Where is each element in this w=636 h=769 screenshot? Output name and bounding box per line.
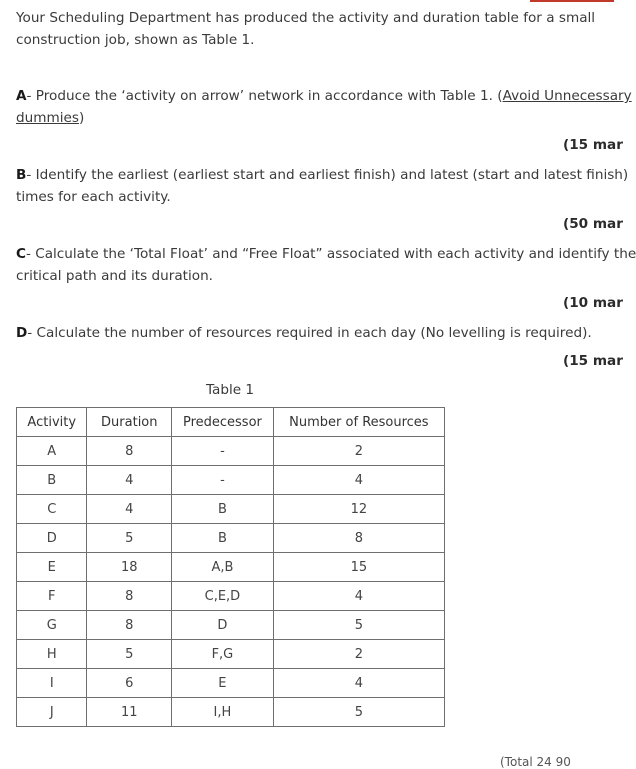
cell-duration: 18	[87, 553, 172, 582]
question-b-marks: (50 mar	[563, 216, 623, 232]
cell-resources: 8	[273, 524, 444, 553]
intro-paragraph	[16, 7, 595, 51]
top-accent-bar	[530, 0, 614, 2]
table-header-row	[17, 408, 445, 437]
cell-resources: 2	[273, 437, 444, 466]
cell-resources: 5	[273, 611, 444, 640]
cell-predecessor: -	[172, 437, 274, 466]
table-caption: Table 1	[205, 382, 255, 398]
cell-activity: A	[17, 437, 87, 466]
cell-duration: 5	[87, 640, 172, 669]
cell-resources: 4	[273, 669, 444, 698]
cell-activity: B	[17, 466, 87, 495]
question-c-marks: (10 mar	[563, 295, 623, 311]
cell-activity: H	[17, 640, 87, 669]
cell-duration: 8	[87, 437, 172, 466]
table-row	[17, 582, 445, 611]
cell-duration: 5	[87, 524, 172, 553]
cell-activity: E	[17, 553, 87, 582]
cell-duration: 4	[87, 466, 172, 495]
cell-predecessor: A,B	[172, 553, 274, 582]
table-row	[17, 437, 445, 466]
table-row	[17, 466, 445, 495]
cell-predecessor: D	[172, 611, 274, 640]
cell-activity: I	[17, 669, 87, 698]
question-c	[16, 243, 636, 287]
table-row	[17, 524, 445, 553]
question-d-line-1: - Calculate the number of resources required in each day (No levelling is required).	[27, 325, 592, 341]
question-d	[16, 322, 592, 344]
question-a-marks: (15 mar	[563, 137, 623, 153]
table-row	[17, 640, 445, 669]
table-row	[17, 553, 445, 582]
activity-table	[16, 407, 445, 727]
cell-activity: D	[17, 524, 87, 553]
question-a-text: - Produce the ‘activity on arrow’ network in accordance with Table 1. (	[26, 88, 503, 104]
cell-duration: 11	[87, 698, 172, 727]
question-a	[16, 85, 632, 129]
table-row	[17, 669, 445, 698]
cell-resources: 12	[273, 495, 444, 524]
cell-predecessor: C,E,D	[172, 582, 274, 611]
table-row	[17, 698, 445, 727]
footer-total-cutoff: (Total 24 90	[500, 755, 571, 769]
question-b-letter: B	[16, 167, 27, 183]
cell-predecessor: -	[172, 466, 274, 495]
cell-duration: 4	[87, 495, 172, 524]
question-d-letter: D	[16, 325, 28, 341]
cell-resources: 15	[273, 553, 444, 582]
cell-activity: G	[17, 611, 87, 640]
question-c-line-1: - Calculate the ‘Total Float’ and “Free Float” associated with each activity and identify the	[25, 246, 636, 262]
cell-predecessor: E	[172, 669, 274, 698]
intro-line-1: Your Scheduling Department has produced the activity and duration table for a small	[16, 10, 596, 26]
cell-duration: 6	[87, 669, 172, 698]
question-b-line-2: times for each activity.	[16, 189, 171, 205]
cell-duration: 8	[87, 582, 172, 611]
cell-resources: 4	[273, 582, 444, 611]
question-b	[16, 164, 628, 208]
cell-resources: 5	[273, 698, 444, 727]
cell-predecessor: B	[172, 524, 274, 553]
cell-activity: C	[17, 495, 87, 524]
question-a-letter: A	[16, 88, 27, 104]
question-d-marks: (15 mar	[563, 353, 623, 369]
cell-resources: 2	[273, 640, 444, 669]
cell-resources: 4	[273, 466, 444, 495]
question-b-line-1: - Identify the earliest (earliest start and earliest finish) and latest (start and latest finish)	[26, 167, 629, 183]
cell-activity: F	[17, 582, 87, 611]
question-c-line-2: critical path and its duration.	[16, 268, 214, 284]
cell-duration: 8	[87, 611, 172, 640]
cell-predecessor: B	[172, 495, 274, 524]
cell-predecessor: F,G	[172, 640, 274, 669]
question-a-underlined-1: Avoid Unnecessary	[502, 88, 632, 104]
intro-line-2: construction job, shown as Table 1.	[16, 32, 255, 48]
header-predecessor: Predecessor	[172, 408, 274, 437]
header-duration: Duration	[87, 408, 172, 437]
cell-predecessor: I,H	[172, 698, 274, 727]
table-row	[17, 495, 445, 524]
question-a-underlined-2: dummies	[16, 110, 79, 126]
question-a-tail: )	[78, 110, 85, 126]
header-activity: Activity	[17, 408, 87, 437]
question-c-letter: C	[16, 246, 26, 262]
cell-activity: J	[17, 698, 87, 727]
table-row	[17, 611, 445, 640]
header-resources: Number of Resources	[273, 408, 444, 437]
